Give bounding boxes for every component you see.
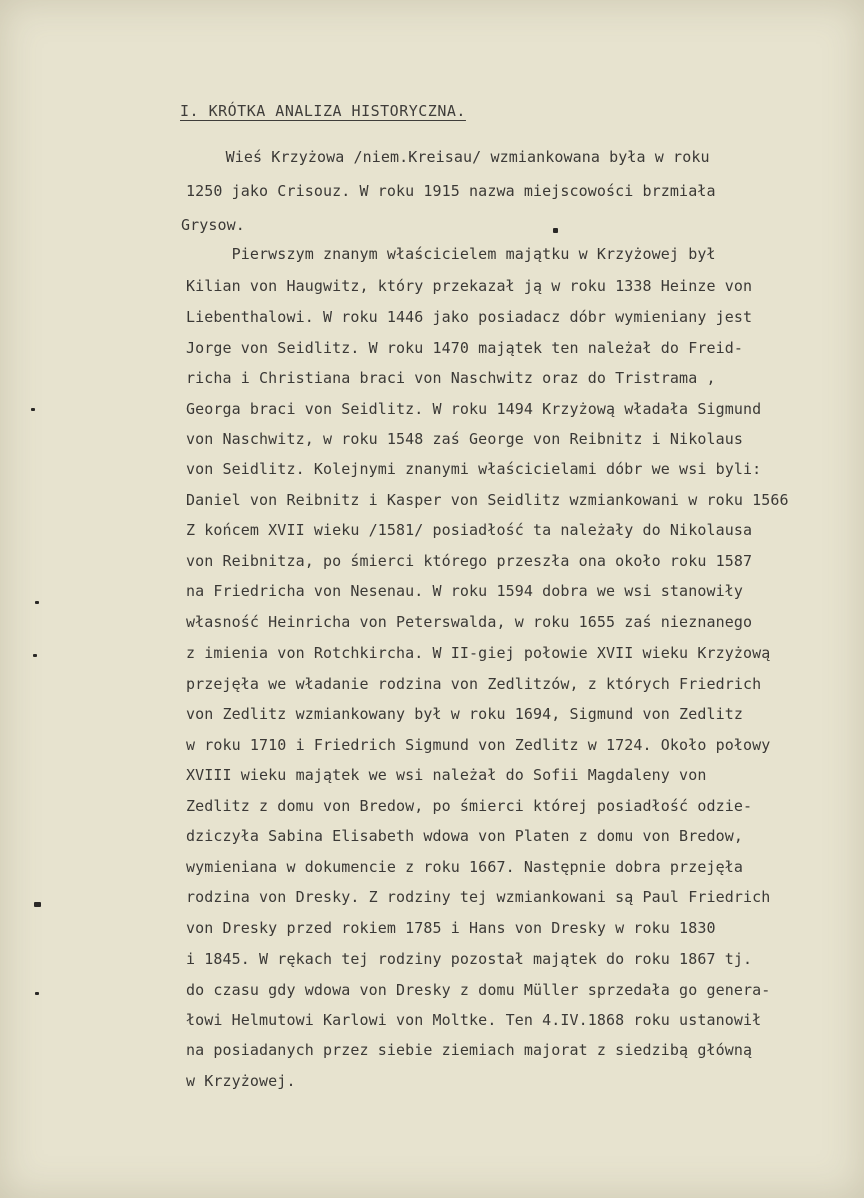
text-line: i 1845. W rękach tej rodziny pozostał majątek do roku 1867 tj. — [186, 950, 753, 968]
text-line: Z końcem XVII wieku /1581/ posiadłość ta należały do Nikolausa — [186, 521, 753, 539]
text-line: własność Heinricha von Peterswalda, w roku 1655 zaś nieznanego — [186, 613, 753, 631]
scan-speck — [553, 228, 558, 233]
text-line: dziczyła Sabina Elisabeth wdowa von Platen z domu von Bredow, — [186, 827, 743, 845]
text-line: Wieś Krzyżowa /niem.Kreisau/ wzmiankowana była w roku — [180, 148, 710, 166]
text-line: przejęła we władanie rodzina von Zedlitzów, z których Friedrich — [186, 675, 762, 693]
text-line: Pierwszym znanym właścicielem majątku w Krzyżowej był — [186, 245, 716, 263]
text-line: wymieniana w dokumencie z roku 1667. Następnie dobra przejęła — [186, 858, 743, 876]
text-line: von Dresky przed rokiem 1785 i Hans von Dresky w roku 1830 — [186, 919, 716, 937]
text-line: XVIII wieku majątek we wsi należał do Sofii Magdaleny von — [186, 766, 707, 784]
scan-speck — [34, 902, 41, 907]
text-line: z imienia von Rotchkircha. W II-giej połowie XVII wieku Krzyżową — [186, 644, 771, 662]
text-line: Liebenthalowi. W roku 1446 jako posiadacz dóbr wymieniany jest — [186, 308, 753, 326]
text-line: rodzina von Dresky. Z rodziny tej wzmiankowani są Paul Friedrich — [186, 888, 771, 906]
text-line: na posiadanych przez siebie ziemiach majorat z siedzibą główną — [186, 1041, 753, 1059]
text-line: Zedlitz z domu von Bredow, po śmierci której posiadłość odzie- — [186, 797, 753, 815]
text-line: von Naschwitz, w roku 1548 zaś George von Reibnitz i Nikolaus — [186, 430, 743, 448]
text-line: 1250 jako Crisouz. W roku 1915 nazwa miejscowości brzmiała — [186, 182, 716, 200]
text-line: do czasu gdy wdowa von Dresky z domu Müller sprzedała go genera- — [186, 981, 771, 999]
text-line: von Seidlitz. Kolejnymi znanymi właścicielami dóbr we wsi byli: — [186, 460, 762, 478]
scan-speck — [31, 408, 35, 411]
text-line: von Reibnitza, po śmierci którego przeszła ona około roku 1587 — [186, 552, 753, 570]
scan-speck — [35, 992, 39, 995]
scan-speck — [35, 601, 39, 604]
text-line: na Friedricha von Nesenau. W roku 1594 dobra we wsi stanowiły — [186, 582, 743, 600]
text-line: Jorge von Seidlitz. W roku 1470 majątek ten należał do Freid- — [186, 339, 743, 357]
text-line: w roku 1710 i Friedrich Sigmund von Zedlitz w 1724. Około połowy — [186, 736, 771, 754]
text-line: Georga braci von Seidlitz. W roku 1494 Krzyżową władała Sigmund — [186, 400, 762, 418]
text-line: łowi Helmutowi Karlowi von Moltke. Ten 4.IV.1868 roku ustanowił — [186, 1011, 762, 1029]
text-line: Daniel von Reibnitz i Kasper von Seidlitz wzmiankowani w roku 1566 — [186, 491, 789, 509]
text-line: von Zedlitz wzmiankowany był w roku 1694, Sigmund von Zedlitz — [186, 705, 743, 723]
text-line: richa i Christiana braci von Naschwitz oraz do Tristrama , — [186, 369, 716, 387]
text-line: w Krzyżowej. — [186, 1072, 296, 1090]
text-line: Kilian von Haugwitz, który przekazał ją w roku 1338 Heinze von — [186, 277, 753, 295]
section-heading: I. KRÓTKA ANALIZA HISTORYCZNA. — [180, 102, 466, 120]
text-line: Grysow. — [181, 216, 245, 234]
scan-speck — [33, 654, 37, 657]
